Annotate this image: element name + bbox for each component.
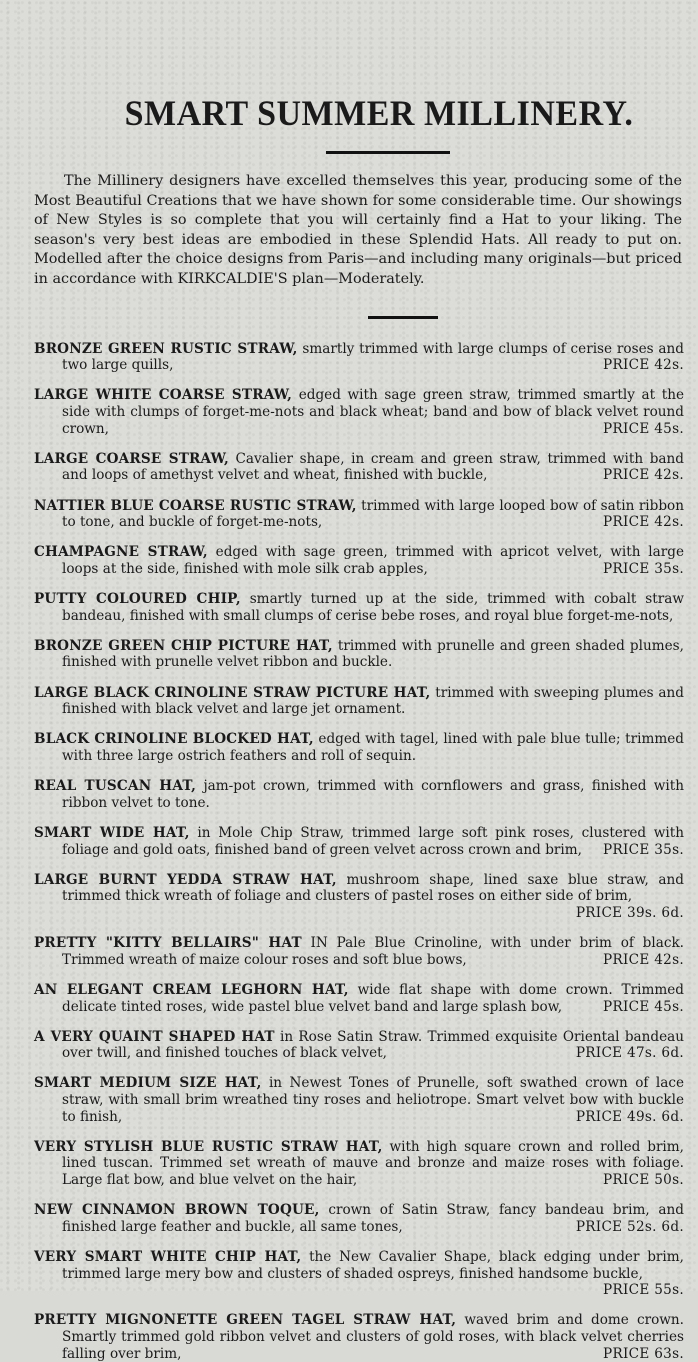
hat-list: [34, 341, 684, 1362]
hat-item-head: BRONZE GREEN CHIP PICTURE HAT,: [34, 637, 333, 654]
hat-item-head: SMART WIDE HAT,: [34, 824, 190, 841]
hat-item-head: NEW CINNAMON BROWN TOQUE,: [34, 1202, 320, 1219]
hat-item-head: LARGE BLACK CRINOLINE STRAW PICTURE HAT,: [34, 684, 431, 701]
hat-item-price: PRICE 42s.: [603, 951, 684, 968]
hat-item-description: trimmed with prunelle and green shaded plumes, finished with prunelle velvet ribbon and buckle.: [62, 637, 684, 671]
hat-item-price: PRICE 39s. 6d.: [575, 904, 684, 921]
hat-item: [34, 544, 684, 577]
hat-item: [34, 1249, 684, 1299]
hat-item-price: PRICE 45s.: [603, 420, 684, 437]
hat-item-description: waved brim and dome crown. Smartly trimmed gold ribbon velvet and clusters of gold roses, with black velvet cherries falling over brim,: [62, 1312, 684, 1362]
hat-item-price: PRICE 52s. 6d.: [575, 1218, 684, 1235]
hat-item: [34, 935, 684, 968]
hat-item-head: VERY STYLISH BLUE RUSTIC STRAW HAT,: [34, 1138, 383, 1155]
hat-item: [34, 1312, 684, 1362]
advert-title: SMART SUMMER MILLINERY.: [124, 94, 634, 134]
hat-item-description: the New Cavalier Shape, black edging under brim, trimmed large mery bow and clusters of shaded ospreys, finished handsome buckle,: [62, 1249, 684, 1282]
hat-item: [34, 872, 684, 922]
hat-item-description: wide flat shape with dome crown. Trimmed delicate tinted roses, wide pastel blue velvet band and large splash bow,: [62, 981, 684, 1015]
hat-item-price: PRICE 47s. 6d.: [575, 1045, 684, 1062]
hat-item-description: Cavalier shape, in cream and green straw, trimmed with band and loops of amethyst velvet and wheat, finished with buckle,: [62, 450, 684, 484]
hat-item-price: PRICE 35s.: [603, 841, 684, 858]
hat-item: [34, 982, 684, 1015]
hat-item-price: PRICE 45s.: [603, 998, 684, 1015]
hat-item-price: PRICE 49s. 6d.: [575, 1108, 684, 1125]
hat-item-price: PRICE 50s.: [603, 1172, 684, 1189]
hat-item: [34, 591, 684, 624]
hat-item-description: edged with sage green, trimmed with apricot velvet, with large loops at the side, finished with mole silk crab apples,: [62, 544, 684, 577]
hat-item: [34, 451, 684, 484]
hat-item-description: smartly turned up at the side, trimmed with cobalt straw bandeau, finished with small clumps of cerise bebe roses, and royal blue forget-me-nots,: [62, 591, 684, 624]
hat-item-head: BRONZE GREEN RUSTIC STRAW,: [34, 340, 298, 357]
hat-item-head: PRETTY "KITTY BELLAIRS" HAT: [34, 935, 302, 952]
section-divider: [368, 316, 438, 319]
hat-item: [34, 638, 684, 671]
hat-item-description: edged with tagel, lined with pale blue tulle; trimmed with three large ostrich feathers and roll of sequin.: [62, 731, 684, 764]
hat-item-head: VERY SMART WHITE CHIP HAT,: [34, 1249, 302, 1265]
hat-item-head: BLACK CRINOLINE BLOCKED HAT,: [34, 731, 314, 748]
hat-item-head: REAL TUSCAN HAT,: [34, 778, 197, 795]
hat-item-head: LARGE COARSE STRAW,: [34, 450, 229, 467]
hat-item-head: A VERY QUAINT SHAPED HAT: [34, 1028, 275, 1045]
hat-item-price: PRICE 63s.: [603, 1345, 684, 1362]
hat-item-description: with high square crown and rolled brim, lined tuscan. Trimmed set wreath of mauve and bronze and maize roses with foliage. Large flat bow, and blue velvet on the hair,: [62, 1138, 684, 1189]
hat-item-head: CHAMPAGNE STRAW,: [34, 544, 208, 561]
hat-item: [34, 1202, 684, 1235]
hat-item: [34, 1139, 684, 1189]
hat-item: [34, 1075, 684, 1125]
hat-item: [34, 387, 684, 437]
hat-item-description: in Mole Chip Straw, trimmed large soft pink roses, clustered with foliage and gold oats, finished band of green velvet across crown and brim,: [62, 824, 684, 858]
hat-item-head: SMART MEDIUM SIZE HAT,: [34, 1075, 262, 1092]
hat-item-description: edged with sage green straw, trimmed smartly at the side with clumps of forget-me-nots and black wheat; band and bow of black velvet round crown,: [62, 387, 684, 437]
title-divider: [326, 151, 450, 154]
hat-item: [34, 1029, 684, 1062]
hat-item-description: in Newest Tones of Prunelle, soft swathed crown of lace straw, with small brim wreathed tiny roses and heliotrope. Smart velvet bow with buckle to finish,: [62, 1075, 684, 1125]
hat-item-description: IN Pale Blue Crinoline, with under brim of black. Trimmed wreath of maize colour roses and soft blue bows,: [62, 935, 685, 968]
hat-item-price: PRICE 42s.: [603, 514, 684, 531]
intro-paragraph: The Millinery designers have excelled themselves this year, producing some of the Most Beautiful Creations that we have shown for some considerable time. Our showings of New Styles is so complete that you will certainly find a Hat to your liking. The season's very best ideas are embodied in these Splendid Hats. All ready to put on. Modelled after the choice designs from Paris—and including many originals—but priced in accordance with KIRKCALDIE'S plan—Moderately.: [34, 173, 682, 287]
hat-item-price: PRICE 42s.: [603, 357, 684, 374]
hat-item: [34, 731, 684, 764]
hat-item-price: PRICE 42s.: [603, 467, 684, 484]
hat-item-head: AN ELEGANT CREAM LEGHORN HAT,: [34, 981, 349, 998]
hat-item-head: NATTIER BLUE COARSE RUSTIC STRAW,: [34, 497, 357, 514]
hat-item: [34, 685, 684, 718]
hat-item-description: jam-pot crown, trimmed with cornflowers and grass, finished with ribbon velvet to tone.: [62, 778, 684, 811]
hat-item-description: mushroom shape, lined saxe blue straw, and trimmed thick wreath of foliage and clusters of pastel roses on either side of brim,: [62, 871, 684, 905]
hat-item: [34, 341, 684, 374]
hat-item-price: PRICE 35s.: [603, 560, 684, 577]
hat-item: [34, 498, 684, 531]
hat-item-head: PRETTY MIGNONETTE GREEN TAGEL STRAW HAT,: [34, 1312, 457, 1329]
hat-item: [34, 825, 684, 858]
hat-item-description: crown of Satin Straw, fancy bandeau brim, and finished large feather and buckle, all same tones,: [62, 1202, 684, 1235]
hat-item-description: in Rose Satin Straw. Trimmed exquisite Oriental bandeau over twill, and finished touches of black velvet,: [62, 1028, 684, 1062]
hat-item-price: PRICE 55s.: [603, 1282, 684, 1299]
hat-item-head: PUTTY COLOURED CHIP,: [34, 591, 241, 608]
hat-item-description: trimmed with sweeping plumes and finished with black velvet and large jet ornament.: [62, 684, 684, 718]
hat-item: [34, 778, 684, 811]
hat-item-head: LARGE BURNT YEDDA STRAW HAT,: [34, 871, 337, 888]
hat-item-description: trimmed with large looped bow of satin ribbon to tone, and buckle of forget-me-nots,: [62, 497, 685, 531]
hat-item-description: smartly trimmed with large clumps of cerise roses and two large quills,: [62, 340, 684, 374]
hat-item-head: LARGE WHITE COARSE STRAW,: [34, 387, 293, 404]
